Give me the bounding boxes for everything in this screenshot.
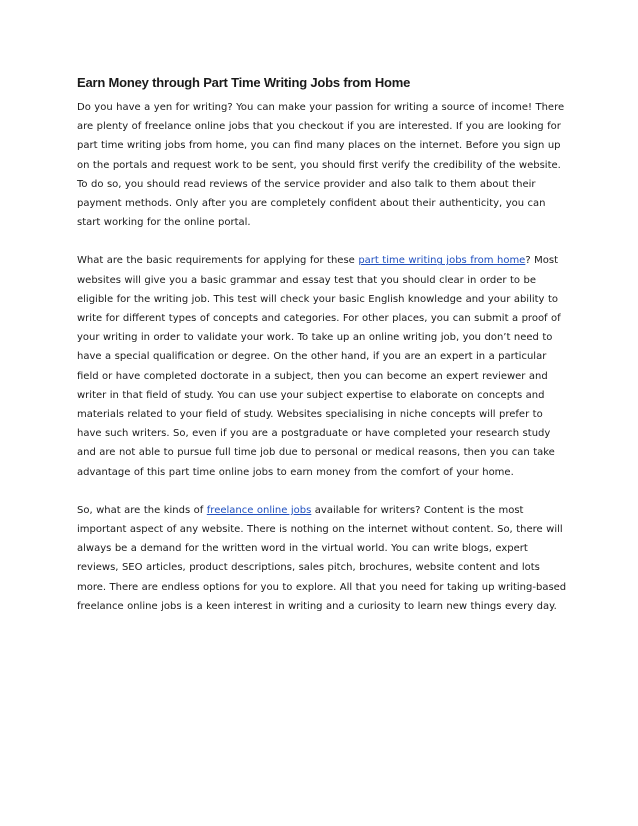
paragraph-kinds-text-start: So, what are the kinds of [77, 504, 207, 516]
part-time-writing-jobs-link[interactable]: part time writing jobs from home [358, 255, 526, 267]
document-title: Earn Money through Part Time Writing Jobs from Home [77, 75, 411, 90]
paragraph-gap [77, 482, 567, 501]
paragraph-intro [77, 98, 567, 232]
freelance-online-jobs-link[interactable]: freelance online jobs [206, 504, 312, 516]
paragraph-kinds [77, 501, 567, 616]
document-page [77, 74, 567, 616]
paragraph-intro-text: Do you have a yen for writing? You can make your passion for writing a source of income! There are plenty of freelance online jobs that you checkout if you are interested. If you are looking for part time writing jobs from home, you can find many places on the internet. Before you sign up on the portals and request work to be sent, you should first verify the credibility of the website. To do so, you should read reviews of the service provider and also talk to them about their payment methods. Only after you are completely confident about their authenticity, you can start working for the online portal. [77, 102, 565, 229]
paragraph-kinds-text-end: available for writers? Content is the most important aspect of any website. There is nothing on the internet without content. So, there will always be a demand for the written word in the virtual world. You can write blogs, expert reviews, SEO articles, product descriptions, sales pitch, brochures, website content and lots more. There are endless options for you to explore. All that you need for taking up writing-based freelance online jobs is a keen interest in writing and a curiosity to learn new things every day. [77, 504, 567, 612]
paragraph-gap [77, 232, 567, 251]
paragraph-requirements-text-end: ? Most websites will give you a basic grammar and essay test that you should clear in order to be eligible for the writing job. This test will check your basic English knowledge and your ability to write for different types of concepts and categories. For other places, you can submit a proof of your writing in order to validate your work. To take up an online writing job, you don’t need to have a special qualification or degree. On the other hand, if you are an expert in a particular field or have completed doctorate in a subject, then you can become an expert reviewer and writer in that field of study. You can use your subject expertise to elaborate on concepts and materials related to your field of study. Websites specialising in niche concepts will prefer to have such writers. So, even if you are a postgraduate or have completed your research study and are not able to pursue full time job due to personal or medical reasons, then you can take advantage of this part time online jobs to earn money from the comfort of your home. [77, 255, 561, 478]
paragraph-requirements [77, 251, 567, 481]
paragraph-requirements-text-start: What are the basic requirements for applying for these [77, 255, 359, 267]
